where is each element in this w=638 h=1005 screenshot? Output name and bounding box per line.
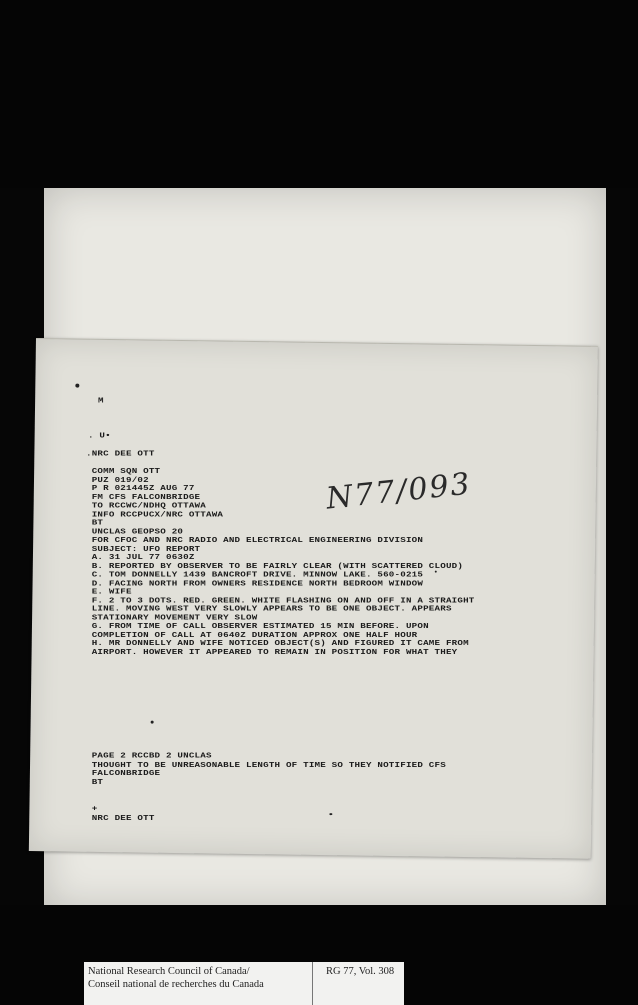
mark-u: . U• xyxy=(88,431,111,441)
telex-line: NRC DEE OTT xyxy=(86,812,155,822)
telex-line: UNCLAS GEOPSO 20 xyxy=(86,526,184,536)
archive-reference: RG 77, Vol. 308 xyxy=(326,966,395,977)
telex-line: A. 31 JUL 77 0630Z xyxy=(86,552,195,562)
telex-line: F. 2 TO 3 DOTS. RED. GREEN. WHITE FLASHING ON AND OFF IN A STRAIGHT xyxy=(86,595,475,605)
telex-line: P R 021445Z AUG 77 xyxy=(86,483,195,493)
telex-line: PAGE 2 RCCBD 2 UNCLAS xyxy=(86,751,212,761)
telex-line: BT xyxy=(86,518,104,528)
telex-footer xyxy=(86,805,155,822)
telex-line: LINE. MOVING WEST VERY SLOWLY APPEARS TO BE ONE OBJECT. APPEARS xyxy=(86,604,452,614)
telex-line: + xyxy=(86,804,98,814)
telex-line: FM CFS FALCONBRIDGE xyxy=(86,492,201,502)
mark-m: M xyxy=(98,396,104,406)
telex-line: E. WIFE xyxy=(86,586,132,596)
archive-label xyxy=(84,962,404,1005)
telex-line: D. FACING NORTH FROM OWNERS RESIDENCE NORTH BEDROOM WINDOW xyxy=(86,578,424,588)
telex-line: G. FROM TIME OF CALL OBSERVER ESTIMATED 15 MIN BEFORE. UPON xyxy=(86,621,429,631)
telex-line: TO RCCWC/NDHQ OTTAWA xyxy=(86,500,206,510)
archive-label-divider xyxy=(312,962,313,1005)
dust-speck xyxy=(329,813,332,815)
dust-speck xyxy=(151,721,154,724)
telex-line: C. TOM DONNELLY 1439 BANCROFT DRIVE. MINNOW LAKE. 560-0215 xyxy=(86,569,424,579)
telex-line: COMPLETION OF CALL AT 0640Z DURATION APPROX ONE HALF HOUR xyxy=(86,629,418,640)
archive-label-line-1: National Research Council of Canada/ xyxy=(88,966,250,977)
telex-line: THOUGHT TO BE UNREASONABLE LENGTH OF TIME SO THEY NOTIFIED CFS xyxy=(86,759,446,769)
telex-line: STATIONARY MOVEMENT VERY SLOW xyxy=(86,612,258,622)
telex-line: FALCONBRIDGE xyxy=(86,768,161,778)
microfilm-frame-top xyxy=(0,0,638,188)
archive-label-line-2: Conseil national de recherches du Canada xyxy=(88,979,264,990)
telex-line: AIRPORT. HOWEVER IT APPEARED TO REMAIN IN POSITION FOR WHAT THEY xyxy=(86,647,458,657)
telex-line: H. MR DONNELLY AND WIFE NOTICED OBJECT(S) AND FIGURED IT CAME FROM xyxy=(86,638,469,648)
telex-line: COMM SQN OTT xyxy=(86,466,161,476)
dust-speck xyxy=(75,384,79,388)
handwritten-file-number: N77/093 xyxy=(324,466,474,517)
telex-line: INFO RCCPUCX/NRC OTTAWA xyxy=(86,509,224,519)
telex-line: FOR CFOC AND NRC RADIO AND ELECTRICAL ENGINEERING DIVISION xyxy=(86,535,424,545)
telex-line: SUBJECT: UFO REPORT xyxy=(86,543,201,553)
telex-page-two xyxy=(86,752,446,786)
telex-line: BT xyxy=(86,777,104,787)
telex-line: B. REPORTED BY OBSERVER TO BE FAIRLY CLEAR (WITH SCATTERED CLOUD) xyxy=(86,561,464,571)
telex-line: .NRC DEE OTT xyxy=(86,449,155,459)
telex-line: PUZ 019/02 xyxy=(86,475,149,485)
